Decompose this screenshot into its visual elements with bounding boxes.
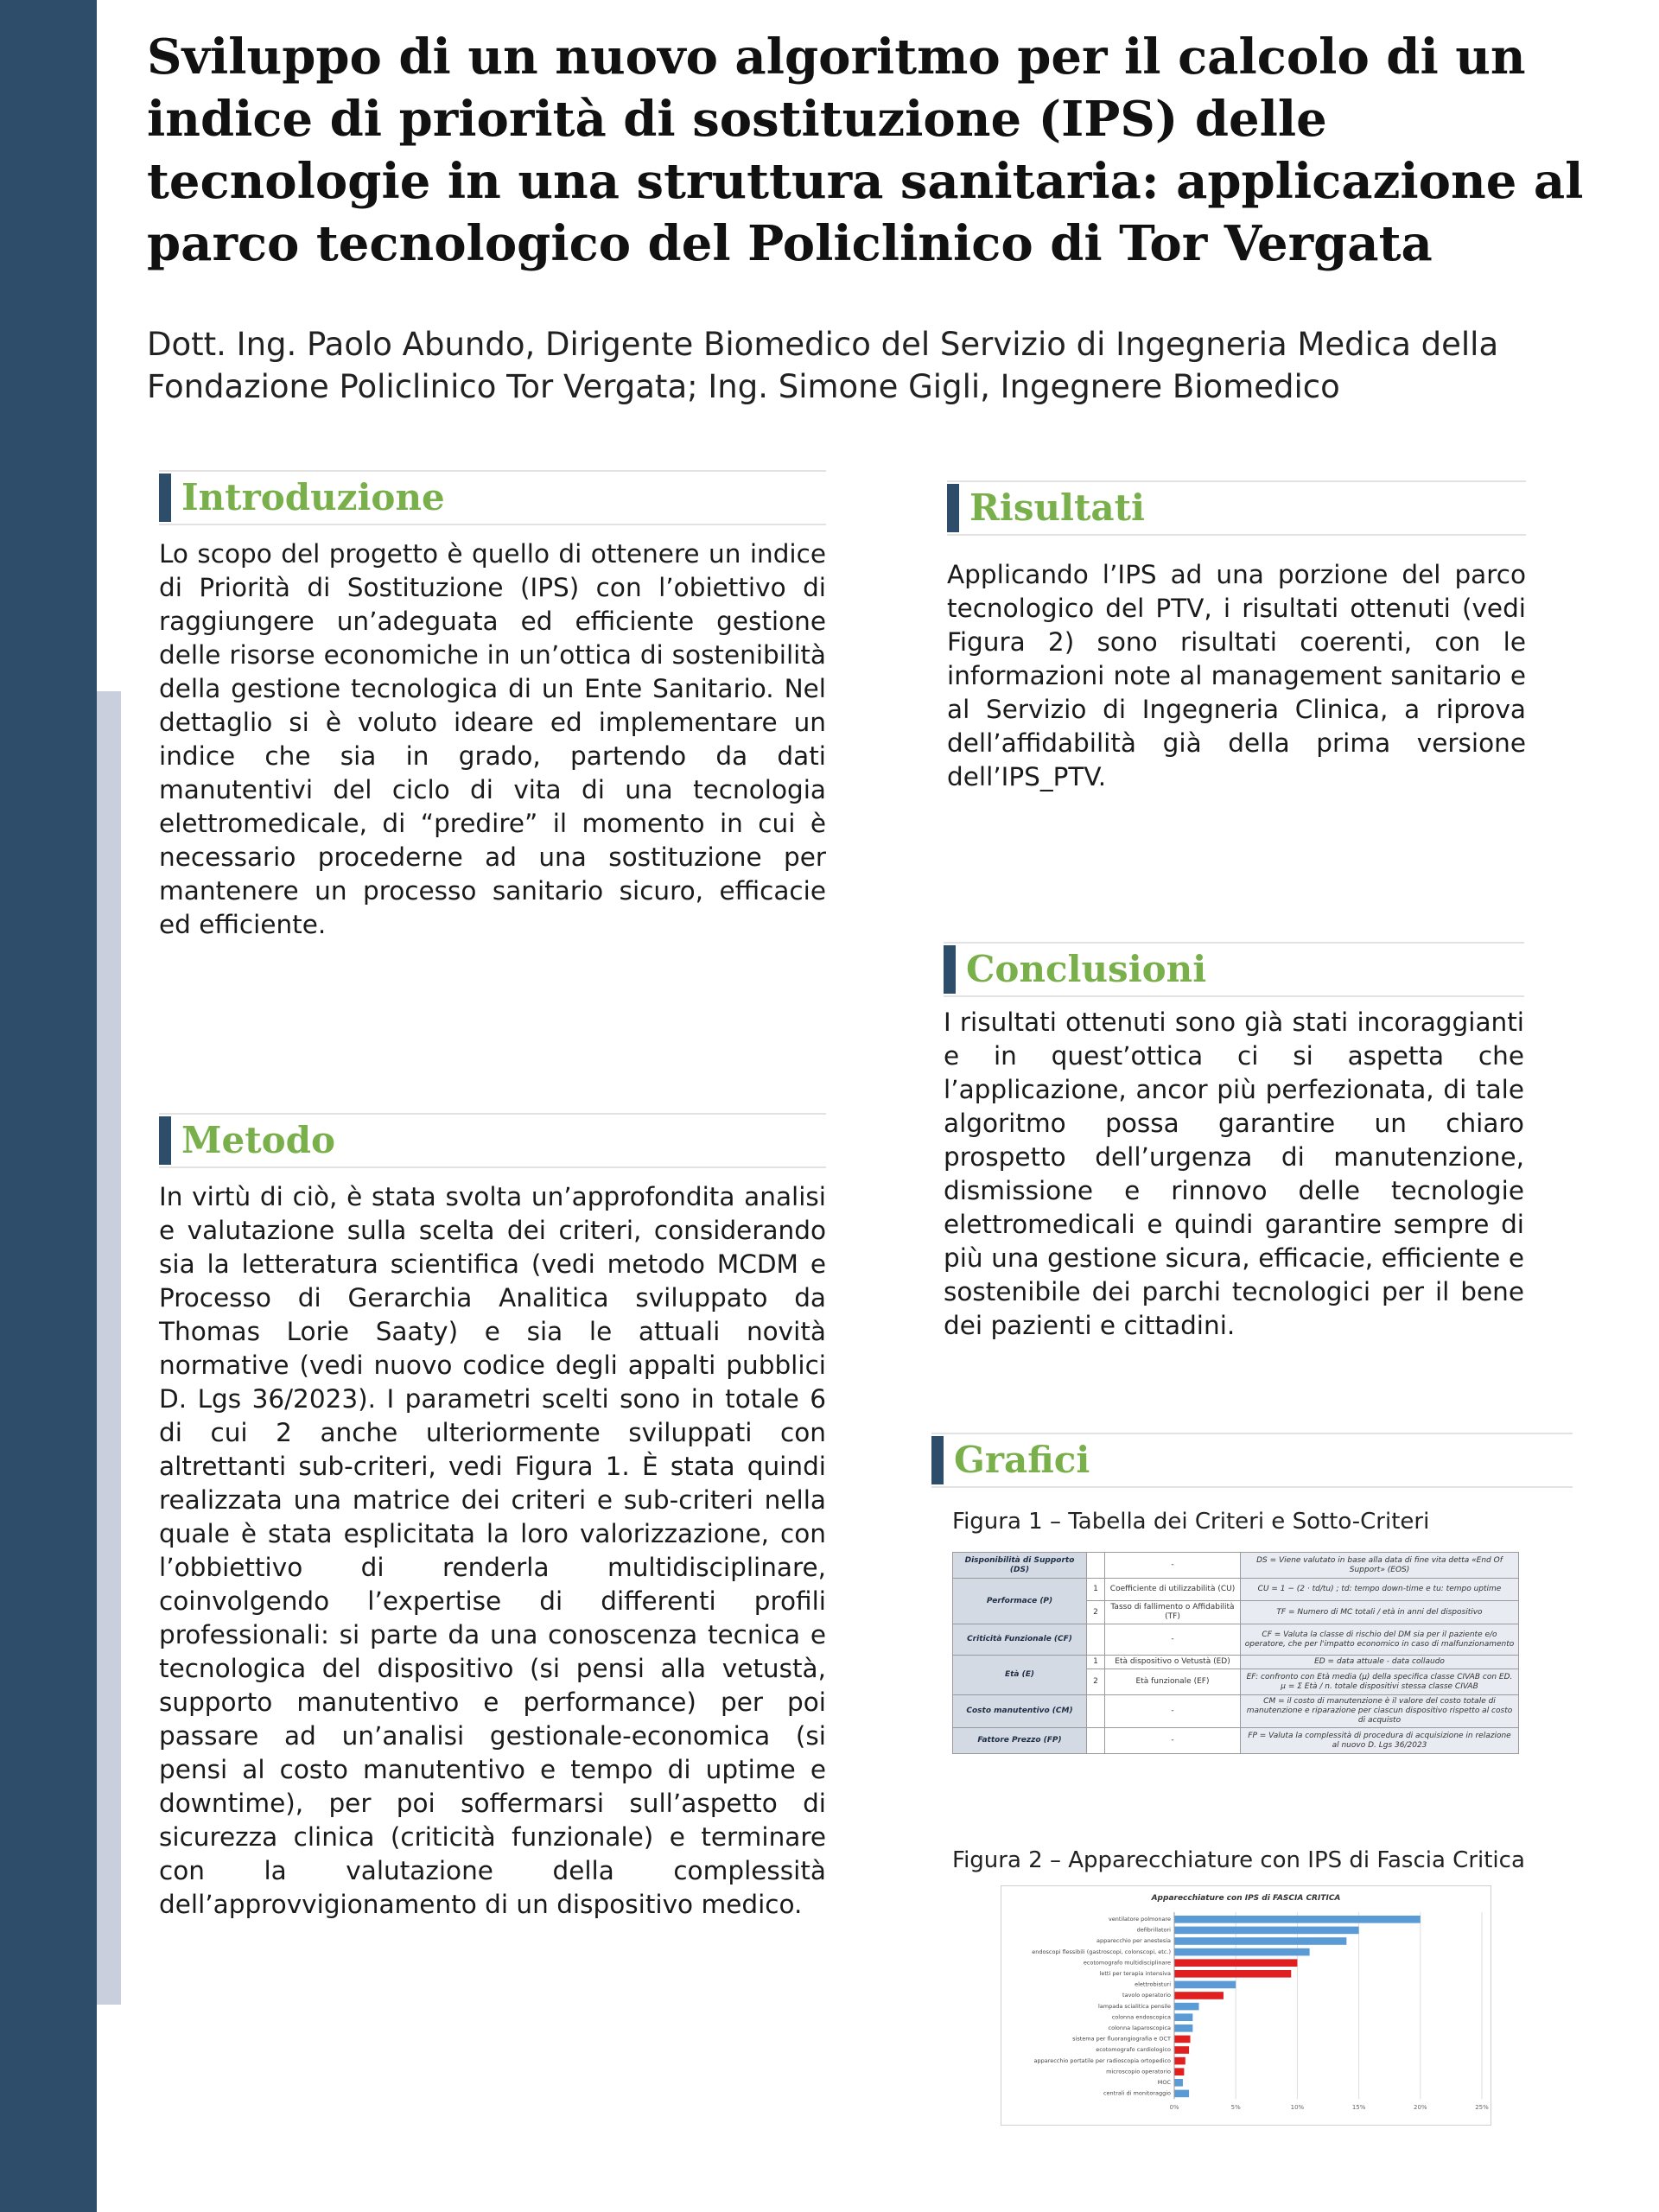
definition-cell: TF = Numero di MC totali / età in anni del dispositivo <box>1241 1601 1519 1624</box>
x-tick-label: 0% <box>1169 2104 1179 2112</box>
criterion-cell: Disponibilità di Supporto (DS) <box>953 1553 1087 1579</box>
table-row <box>953 1553 1519 1579</box>
bar <box>1174 2013 1192 2021</box>
criterion-cell: Criticità Funzionale (CF) <box>953 1624 1087 1656</box>
section-header <box>944 942 1524 997</box>
num-cell <box>1087 1728 1105 1754</box>
bar <box>1174 2057 1185 2065</box>
category-label: colonna endoscopica <box>1111 2013 1171 2021</box>
criteria-table <box>952 1552 1519 1754</box>
section-title: Grafici <box>954 1439 1090 1481</box>
section-header <box>931 1433 1573 1488</box>
num-cell: 2 <box>1087 1601 1105 1624</box>
category-label: lampada scialitica pensile <box>1098 2002 1171 2010</box>
section-marker <box>947 484 959 532</box>
section-metodo <box>159 1113 826 1922</box>
section-title: Conclusioni <box>966 948 1207 990</box>
bar <box>1174 1927 1359 1935</box>
left-sidebar-band <box>0 0 97 2212</box>
section-marker <box>944 945 956 994</box>
category-label: centrali di monitoraggio <box>1103 2089 1171 2097</box>
chart-svg <box>1001 1886 1491 2125</box>
left-accent-stripe <box>97 691 121 2005</box>
bar <box>1174 2036 1191 2044</box>
category-label: MOC <box>1157 2079 1171 2086</box>
num-cell: 1 <box>1087 1656 1105 1669</box>
num-cell: 2 <box>1087 1669 1105 1695</box>
bar <box>1174 1992 1224 1999</box>
section-risultati <box>947 480 1526 794</box>
section-marker <box>159 474 171 522</box>
section-grafici <box>931 1433 1573 1488</box>
table-row <box>953 1728 1519 1754</box>
subcriterion-cell: Età funzionale (EF) <box>1105 1669 1241 1695</box>
figure2-caption: Figura 2 – Apparecchiature con IPS di Fascia Critica <box>952 1847 1525 1873</box>
bar <box>1174 2090 1189 2098</box>
bar <box>1174 1981 1236 1989</box>
table-row <box>953 1656 1519 1669</box>
poster-title: Sviluppo di un nuovo algoritmo per il calcolo di un indice di priorità di sostituzione (IPS) delle tecnologie in una struttura sanitaria: applicazione al parco tecnologico del Policlinico di Tor Vergata <box>147 29 1584 272</box>
bar <box>1174 1916 1421 1923</box>
x-tick-label: 25% <box>1475 2104 1489 2112</box>
section-body: Applicando l’IPS ad una porzione del parco tecnologico del PTV, i risultati ottenuti (vedi Figura 2) sono risultati coerenti, con le informazioni note al management sanitario e al Servizio di Ingegneria Clinica, a riprova dell’affidabilità già della prima versione dell’IPS_PTV. <box>947 560 1526 791</box>
bar <box>1174 2003 1198 2011</box>
num-cell: 1 <box>1087 1579 1105 1601</box>
section-body: I risultati ottenuti sono già stati incoraggianti e in quest’ottica ci si aspetta che l’applicazione, ancor più perfezionata, di tale algoritmo possa garantire un chiaro prospetto dell’urgenza di manutenzione, dismissione e rinnovo delle tecnologie elettromedicali e quindi garantire sempre di più una gestione sicura, efficacie, efficiente e sostenibile dei parchi tecnologici per il bene dei pazienti e cittadini. <box>944 1007 1524 1340</box>
subcriterion-cell: - <box>1105 1728 1241 1754</box>
section-body: In virtù di ciò, è stata svolta un’approfondita analisi e valutazione sulla scelta dei criteri, considerando sia la letteratura scientifica (vedi metodo MCDM e Processo di Gerarchia Analitica sviluppato da Thomas Lorie Saaty) e sia le attuali novità normative (vedi nuovo codice degli appalti pubblici D. Lgs 36/2023). I parametri scelti sono in totale 6 di cui 2 anche ulteriormente sviluppati con altrettanti sub-criteri, vedi Figura 1. È stata quindi realizzata una matrice dei criteri e sub-criteri nella quale è stata esplicitata la loro valorizzazione, con l’obbiettivo di renderla multidisciplinare, coinvolgendo l’expertise di differenti profili professionali: si parte da una conoscenza tecnica e tecnologica del dispositivo (si pensi alla vetustà, supporto manutentivo e performance) per poi passare ad un’analisi gestionale-economica (si pensi al costo manutentivo e tempo di uptime e downtime), per poi soffermarsi sull’aspetto di sicurezza clinica (criticità funzionale) e terminare con la valutazione della complessità dell’approvvigionamento di un dispositivo medico. <box>159 1182 826 1919</box>
table-row <box>953 1624 1519 1656</box>
bar <box>1174 1937 1346 1945</box>
section-title: Risultati <box>969 486 1145 529</box>
subcriterion-cell: - <box>1105 1624 1241 1656</box>
bar <box>1174 1970 1291 1978</box>
figure1-caption: Figura 1 – Tabella dei Criteri e Sotto-Criteri <box>952 1509 1430 1535</box>
category-label: elettrobisturi <box>1135 1980 1171 1988</box>
criterion-cell: Fattore Prezzo (FP) <box>953 1728 1087 1754</box>
table-row <box>953 1579 1519 1601</box>
subcriterion-cell: Età dispositivo o Vetustà (ED) <box>1105 1656 1241 1669</box>
category-label: ecotomografo cardiologico <box>1096 2046 1171 2054</box>
bar <box>1174 2079 1183 2087</box>
poster-authors: Dott. Ing. Paolo Abundo, Dirigente Biomedico del Servizio di Ingegneria Medica della Fondazione Policlinico Tor Vergata; Ing. Simone Gigli, Ingegnere Biomedico <box>147 326 1499 405</box>
section-header <box>159 470 826 525</box>
category-label: colonna laparoscopica <box>1108 2024 1171 2031</box>
category-label: letti per terapia intensiva <box>1099 1970 1171 1977</box>
category-label: microscopio operatorio <box>1106 2068 1171 2075</box>
section-header <box>159 1113 826 1168</box>
category-label: defibrillatori <box>1136 1926 1171 1934</box>
definition-cell: CF = Valuta la classe di rischio del DM sia per il paziente e/o operatore, che per l'impatto economico in caso di malfunzionamento <box>1241 1624 1519 1656</box>
num-cell <box>1087 1695 1105 1728</box>
bar <box>1174 1948 1310 1956</box>
definition-cell: ED = data attuale - data collaudo <box>1241 1656 1519 1669</box>
category-label: endoscopi flessibili (gastroscopi, colonscopi, etc.) <box>1032 1948 1171 1955</box>
section-header <box>947 480 1526 536</box>
table-row <box>953 1695 1519 1728</box>
section-marker <box>931 1436 944 1484</box>
category-label: apparecchio per anestesia <box>1096 1937 1171 1945</box>
section-title: Introduzione <box>181 476 445 518</box>
x-tick-label: 15% <box>1351 2104 1366 2112</box>
subcriterion-cell: - <box>1105 1695 1241 1728</box>
num-cell <box>1087 1624 1105 1656</box>
x-tick-label: 5% <box>1230 2104 1241 2112</box>
section-title: Metodo <box>181 1119 336 1161</box>
bar <box>1174 2068 1184 2075</box>
section-marker <box>159 1116 171 1165</box>
category-label: ventilatore polmonare <box>1108 1916 1171 1923</box>
bar <box>1174 1959 1297 1967</box>
criterion-cell: Performace (P) <box>953 1579 1087 1624</box>
subcriterion-cell: Tasso di fallimento o Affidabilità (TF) <box>1105 1601 1241 1624</box>
category-label: tavolo operatorio <box>1122 1992 1171 1999</box>
definition-cell: CU = 1 − (2 · td/tu) ; td: tempo down-time e tu: tempo uptime <box>1241 1579 1519 1601</box>
definition-cell: CM = il costo di manutenzione è il valore del costo totale di manutenzione e riparazione per ciascun dispositivo rispetto al costo di acquisto <box>1241 1695 1519 1728</box>
ips-bar-chart <box>1001 1885 1491 2126</box>
subcriterion-cell: Coefficiente di utilizzabilità (CU) <box>1105 1579 1241 1601</box>
x-tick-label: 20% <box>1414 2104 1427 2112</box>
subcriterion-cell: - <box>1105 1553 1241 1579</box>
criterion-cell: Età (E) <box>953 1656 1087 1695</box>
section-body: Lo scopo del progetto è quello di ottenere un indice di Priorità di Sostituzione (IPS) con l’obiettivo di raggiungere un’adeguata ed efficiente gestione delle risorse economiche in un’ottica di sostenibilità della gestione tecnologica di un Ente Sanitario. Nel dettaglio si è voluto ideare ed implementare un indice che sia in grado, partendo da dati manutentivi del ciclo di vita di una tecnologia elettromedicale, di “predire” il momento in cui è necessario procederne ad una sostituzione per mantenere un processo sanitario sicuro, efficacie ed efficiente. <box>159 539 826 939</box>
category-label: ecotomografo multidisciplinare <box>1083 1959 1171 1967</box>
section-conclusioni <box>944 942 1524 1343</box>
chart-title: Apparecchiature con IPS di FASCIA CRITICA <box>1151 1894 1341 1903</box>
x-tick-label: 10% <box>1290 2104 1305 2112</box>
section-introduzione <box>159 470 826 942</box>
category-label: apparecchio portatile per radioscopia ortopedico <box>1033 2056 1171 2064</box>
definition-cell: EF: confronto con Età media (μ) della specifica classe CIVAB con ED. μ = Σ Età / n. totale dispositivi stessa classe CIVAB <box>1241 1669 1519 1695</box>
num-cell <box>1087 1553 1105 1579</box>
bar <box>1174 2046 1189 2054</box>
category-label: sistema per fluorangiografia e OCT <box>1072 2035 1171 2043</box>
criterion-cell: Costo manutentivo (CM) <box>953 1695 1087 1728</box>
definition-cell: DS = Viene valutato in base alla data di fine vita detta «End Of Support» (EOS) <box>1241 1553 1519 1579</box>
definition-cell: FP = Valuta la complessità di procedura di acquisizione in relazione al nuovo D. Lgs 36/2023 <box>1241 1728 1519 1754</box>
bar <box>1174 2024 1192 2032</box>
